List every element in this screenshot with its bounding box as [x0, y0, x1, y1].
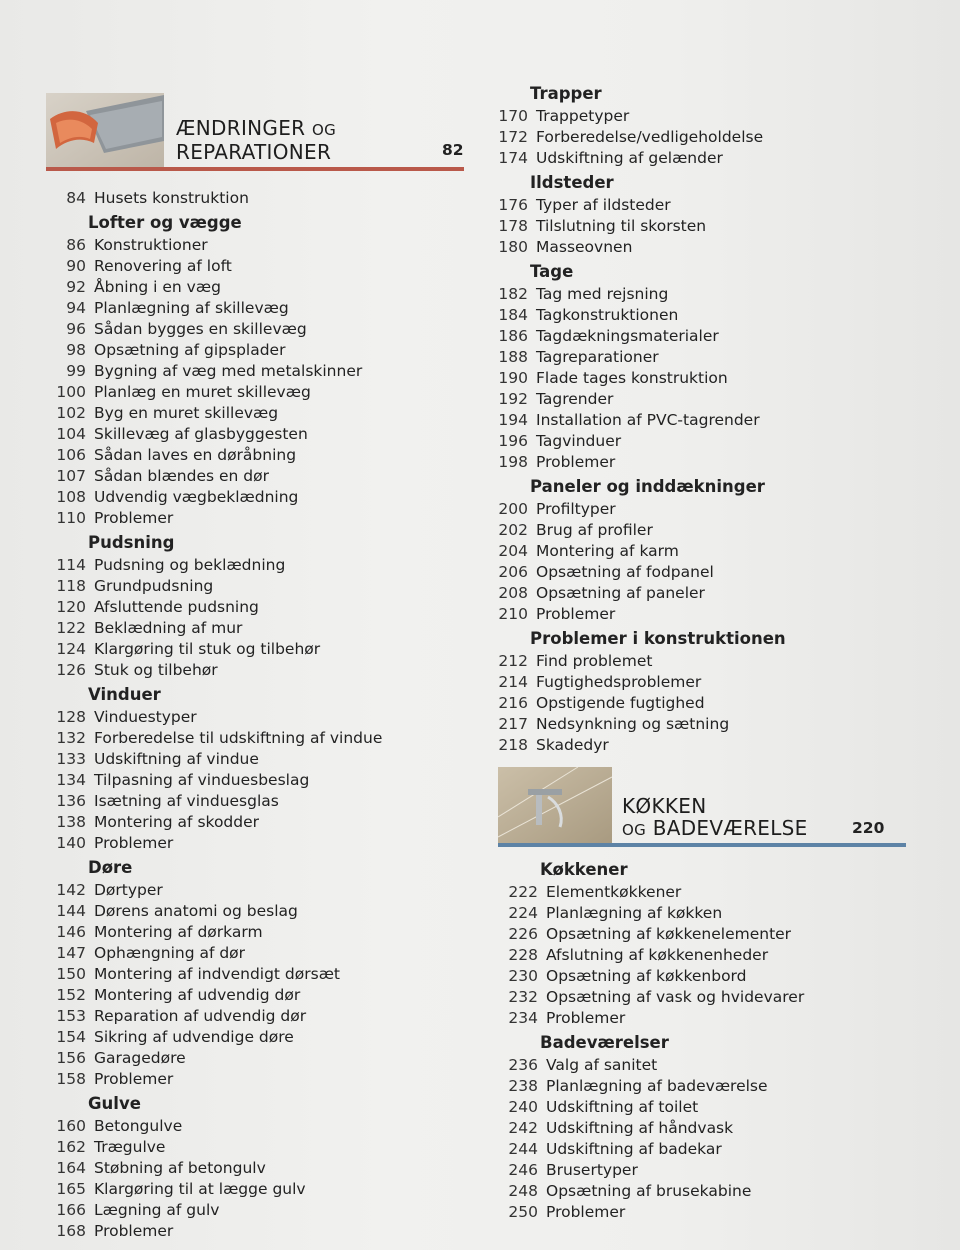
toc-page-number: 172 [498, 128, 528, 146]
toc-page-number: 90 [66, 257, 86, 275]
toc-entry [498, 903, 918, 924]
toc-entry [498, 966, 918, 987]
toc-entry-title: Klargøring til stuk og tilbehør [94, 640, 321, 658]
toc-entry [46, 1221, 466, 1242]
toc-entry-title: Tilslutning til skorsten [536, 217, 707, 235]
toc-page-number: 168 [56, 1222, 86, 1240]
toc-entry [46, 576, 466, 597]
toc-entry [46, 382, 466, 403]
toc-entry [488, 651, 918, 672]
toc-page-number: 248 [508, 1182, 538, 1200]
banner-title-line2: REPARATIONER [176, 140, 332, 164]
toc-entry-title: Tagvinduer [536, 432, 622, 450]
toc-page-number: 196 [498, 432, 528, 450]
toc-entry [46, 707, 466, 728]
toc-entry-title: Grundpudsning [94, 577, 214, 595]
toc-page-number: 194 [498, 411, 528, 429]
toc-entry [488, 216, 918, 237]
toc-entry-title: Tagkonstruktionen [536, 306, 679, 324]
toc-entry-title: Pudsning og beklædning [94, 556, 286, 574]
toc-entry [498, 1076, 918, 1097]
toc-right-column-bottom [498, 856, 918, 1223]
toc-section-heading: Problemer i konstruktionen [530, 629, 786, 648]
toc-page-number: 153 [56, 1007, 86, 1025]
toc-entry [46, 1048, 466, 1069]
toc-entry-title: Trægulve [94, 1138, 166, 1156]
toc-page-number: 122 [56, 619, 86, 637]
toc-entry [46, 660, 466, 681]
banner-rule [46, 167, 464, 171]
toc-page-number: 162 [56, 1138, 86, 1156]
toc-page-number: 165 [56, 1180, 86, 1198]
toc-page-number: 94 [66, 299, 86, 317]
toc-entry-title: Udskiftning af vindue [94, 750, 259, 768]
toc-entry [46, 256, 466, 277]
toc-entry [46, 728, 466, 749]
toc-entry [46, 319, 466, 340]
toc-section-heading: Gulve [88, 1094, 141, 1113]
toc-page-number: 134 [56, 771, 86, 789]
toc-entry [46, 466, 466, 487]
toc-entry-title: Problemer [546, 1203, 626, 1221]
toc-entry-title: Opsætning af brusekabine [546, 1182, 752, 1200]
toc-entry [46, 1069, 466, 1090]
toc-page-number: 230 [508, 967, 538, 985]
toc-entry-title: Elementkøkkener [546, 883, 682, 901]
toc-entry [488, 305, 918, 326]
toc-entry [46, 361, 466, 382]
toc-entry-title: Tagdækningsmaterialer [536, 327, 719, 345]
banner-rule [498, 843, 906, 847]
toc-entry-title: Forberedelse til udskiftning af vindue [94, 729, 383, 747]
toc-page-number: 170 [498, 107, 528, 125]
toc-section-heading: Badeværelser [540, 1033, 669, 1052]
bathroom-photo-icon [498, 767, 616, 845]
toc-entry [498, 1097, 918, 1118]
toc-entry [488, 326, 918, 347]
toc-entry-title: Opsætning af paneler [536, 584, 705, 602]
toc-page-number: 160 [56, 1117, 86, 1135]
toc-entry [488, 499, 918, 520]
toc-page-number: 150 [56, 965, 86, 983]
toc-entry-title: Konstruktioner [94, 236, 208, 254]
toc-entry [46, 618, 466, 639]
toc-entry-title: Opsætning af gipsplader [94, 341, 286, 359]
toc-entry [46, 340, 466, 361]
toc-entry [488, 672, 918, 693]
toc-page-number: 174 [498, 149, 528, 167]
toc-page-number: 224 [508, 904, 538, 922]
toc-entry-title: Isætning af vinduesglas [94, 792, 279, 810]
toc-page-number: 198 [498, 453, 528, 471]
toc-page-number: 156 [56, 1049, 86, 1067]
toc-entry [498, 924, 918, 945]
banner-title-line2: BADEVÆRELSE [652, 816, 808, 840]
toc-entry [498, 1160, 918, 1181]
toc-entry-title: Beklædning af mur [94, 619, 243, 637]
toc-section-heading: Døre [88, 858, 133, 877]
banner-title-line1: KØKKEN [622, 794, 707, 818]
toc-entry-title: Reparation af udvendig dør [94, 1007, 307, 1025]
toc-entry-title: Flade tages konstruktion [536, 369, 728, 387]
toc-entry [46, 188, 466, 209]
toc-section-heading: Køkkener [540, 860, 628, 879]
toc-entry-title: Betongulve [94, 1117, 183, 1135]
toc-entry-title: Udskiftning af gelænder [536, 149, 723, 167]
toc-page-number: 140 [56, 834, 86, 852]
toc-page-number: 180 [498, 238, 528, 256]
toc-page-number: 146 [56, 923, 86, 941]
section-banner-koekken [498, 767, 906, 847]
toc-entry [46, 277, 466, 298]
toc-entry-title: Tagreparationer [536, 348, 659, 366]
toc-entry [46, 487, 466, 508]
toc-entry-title: Stuk og tilbehør [94, 661, 218, 679]
toc-entry-title: Problemer [546, 1009, 626, 1027]
toc-entry [498, 1181, 918, 1202]
toc-entry-title: Vinduestyper [94, 708, 197, 726]
toc-page-number: 240 [508, 1098, 538, 1116]
toc-entry-title: Garagedøre [94, 1049, 186, 1067]
toc-page-number: 208 [498, 584, 528, 602]
toc-entry [488, 520, 918, 541]
toc-entry [488, 693, 918, 714]
toc-entry [46, 403, 466, 424]
toc-page-number: 114 [56, 556, 86, 574]
toc-entry [46, 1116, 466, 1137]
toc-page-number: 132 [56, 729, 86, 747]
toc-page-number: 118 [56, 577, 86, 595]
toc-page-number: 99 [66, 362, 86, 380]
toc-entry-title: Problemer [94, 834, 174, 852]
toc-entry-title: Fugtighedsproblemer [536, 673, 702, 691]
toc-page-number: 106 [56, 446, 86, 464]
toc-entry-title: Udskiftning af håndvask [546, 1119, 734, 1137]
toc-page-number: 202 [498, 521, 528, 539]
toc-page-number: 142 [56, 881, 86, 899]
toc-entry [488, 541, 918, 562]
toc-page-number: 246 [508, 1161, 538, 1179]
toc-entry [46, 791, 466, 812]
toc-entry-title: Opsætning af køkkenelementer [546, 925, 792, 943]
toc-page-number: 102 [56, 404, 86, 422]
toc-entry-title: Masseovnen [536, 238, 633, 256]
toc-page-number: 184 [498, 306, 528, 324]
banner-title-og: OG [622, 821, 647, 839]
toc-entry-title: Problemer [536, 605, 616, 623]
toc-entry-title: Tagrender [536, 390, 614, 408]
toc-entry-title: Valg af sanitet [546, 1056, 658, 1074]
toc-entry-title: Problemer [94, 1070, 174, 1088]
toc-page-number: 152 [56, 986, 86, 1004]
toc-entry-title: Husets konstruktion [94, 189, 249, 207]
toc-entry-title: Find problemet [536, 652, 653, 670]
toc-entry-title: Planlægning af badeværelse [546, 1077, 768, 1095]
toc-entry-title: Dørtyper [94, 881, 163, 899]
toc-entry-title: Montering af udvendig dør [94, 986, 301, 1004]
toc-page-number: 138 [56, 813, 86, 831]
toc-entry [488, 148, 918, 169]
toc-entry [488, 106, 918, 127]
toc-entry-title: Sådan bygges en skillevæg [94, 320, 307, 338]
toc-page-number: 108 [56, 488, 86, 506]
toc-page-number: 214 [498, 673, 528, 691]
toc-entry [488, 195, 918, 216]
toc-entry [46, 555, 466, 576]
toc-entry [46, 508, 466, 529]
toc-entry [46, 812, 466, 833]
toc-entry-title: Trappetyper [536, 107, 630, 125]
toc-entry-title: Brusertyper [546, 1161, 638, 1179]
toc-page-number: 124 [56, 640, 86, 658]
toc-entry [46, 235, 466, 256]
toc-entry-title: Afslutning af køkkenenheder [546, 946, 769, 964]
toc-entry [488, 714, 918, 735]
toc-entry [488, 431, 918, 452]
toc-entry [46, 833, 466, 854]
toc-entry [46, 922, 466, 943]
toc-entry [46, 1158, 466, 1179]
toc-page-number: 192 [498, 390, 528, 408]
toc-entry-title: Problemer [94, 509, 174, 527]
toc-entry-title: Problemer [94, 1222, 174, 1240]
toc-entry-title: Opsætning af køkkenbord [546, 967, 747, 985]
toc-entry [488, 389, 918, 410]
toc-entry [46, 964, 466, 985]
toc-entry [498, 1055, 918, 1076]
toc-entry-title: Tilpasning af vinduesbeslag [94, 771, 310, 789]
toc-entry [488, 410, 918, 431]
toc-entry-title: Sikring af udvendige døre [94, 1028, 294, 1046]
toc-entry-title: Åbning i en væg [94, 278, 221, 296]
toc-entry [488, 562, 918, 583]
toc-entry [498, 1202, 918, 1223]
toc-page-number: 100 [56, 383, 86, 401]
toc-section-heading: Lofter og vægge [88, 213, 242, 232]
toc-entry-title: Opstigende fugtighed [536, 694, 705, 712]
toc-page-number: 86 [66, 236, 86, 254]
tools-photo-icon [46, 93, 164, 171]
toc-entry-title: Bygning af væg med metalskinner [94, 362, 363, 380]
toc-page-number: 176 [498, 196, 528, 214]
toc-entry [46, 445, 466, 466]
toc-page-number: 238 [508, 1077, 538, 1095]
toc-entry-title: Udskiftning af badekar [546, 1140, 722, 1158]
toc-entry-title: Installation af PVC-tagrender [536, 411, 760, 429]
toc-entry-title: Byg en muret skillevæg [94, 404, 279, 422]
toc-entry [488, 127, 918, 148]
toc-entry [46, 1027, 466, 1048]
toc-page-number: 200 [498, 500, 528, 518]
toc-entry-title: Sådan laves en døråbning [94, 446, 297, 464]
toc-page-number: 154 [56, 1028, 86, 1046]
toc-section-heading: Vinduer [88, 685, 161, 704]
toc-page-number: 218 [498, 736, 528, 754]
toc-entry [46, 770, 466, 791]
toc-section-heading: Ildsteder [530, 173, 614, 192]
toc-entry-title: Nedsynkning og sætning [536, 715, 730, 733]
toc-page-number: 147 [56, 944, 86, 962]
toc-entry-title: Udvendig vægbeklædning [94, 488, 299, 506]
toc-entry-title: Planlægning af skillevæg [94, 299, 289, 317]
toc-entry [46, 985, 466, 1006]
toc-page-number: 128 [56, 708, 86, 726]
toc-entry-title: Dørens anatomi og beslag [94, 902, 298, 920]
toc-entry-title: Ophængning af dør [94, 944, 246, 962]
toc-entry [498, 987, 918, 1008]
toc-entry-title: Skadedyr [536, 736, 609, 754]
toc-entry-title: Montering af skodder [94, 813, 260, 831]
toc-page-number: 216 [498, 694, 528, 712]
toc-page-number: 133 [56, 750, 86, 768]
toc-page-number: 236 [508, 1056, 538, 1074]
toc-page-number: 158 [56, 1070, 86, 1088]
toc-page-number: 217 [498, 715, 528, 733]
section-banner-aendringer [46, 93, 464, 173]
toc-entry-title: Udskiftning af toilet [546, 1098, 699, 1116]
toc-page-number: 92 [66, 278, 86, 296]
toc-section-heading: Paneler og inddækninger [530, 477, 765, 496]
toc-entry [46, 880, 466, 901]
toc-entry [46, 1179, 466, 1200]
toc-entry-title: Profiltyper [536, 500, 616, 518]
toc-entry-title: Brug af profiler [536, 521, 653, 539]
toc-entry-title: Afsluttende pudsning [94, 598, 259, 616]
toc-page-number: 186 [498, 327, 528, 345]
toc-entry-title: Støbning af betongulv [94, 1159, 266, 1177]
banner-title-line1: ÆNDRINGER [176, 116, 306, 140]
toc-entry [498, 1139, 918, 1160]
toc-page-number: 136 [56, 792, 86, 810]
toc-entry-title: Problemer [536, 453, 616, 471]
toc-entry [46, 1006, 466, 1027]
banner-page-number: 220 [852, 819, 885, 837]
toc-page-number: 98 [66, 341, 86, 359]
toc-entry [46, 749, 466, 770]
toc-page-number: 210 [498, 605, 528, 623]
toc-entry [488, 237, 918, 258]
toc-page-number: 126 [56, 661, 86, 679]
toc-page-number: 178 [498, 217, 528, 235]
toc-entry [498, 945, 918, 966]
toc-entry [46, 1137, 466, 1158]
toc-page-number: 228 [508, 946, 538, 964]
toc-page-number: 144 [56, 902, 86, 920]
toc-page-number: 222 [508, 883, 538, 901]
toc-entry-title: Klargøring til at lægge gulv [94, 1180, 306, 1198]
toc-entry [46, 1200, 466, 1221]
toc-page-number: 182 [498, 285, 528, 303]
toc-page-number: 250 [508, 1203, 538, 1221]
toc-entry [488, 583, 918, 604]
toc-page-number: 232 [508, 988, 538, 1006]
toc-page-number: 107 [56, 467, 86, 485]
toc-page-number: 234 [508, 1009, 538, 1027]
toc-page-number: 244 [508, 1140, 538, 1158]
toc-page-number: 188 [498, 348, 528, 366]
toc-entry-title: Forberedelse/vedligeholdelse [536, 128, 764, 146]
toc-page-number: 110 [56, 509, 86, 527]
toc-entry-title: Montering af karm [536, 542, 679, 560]
toc-entry-title: Lægning af gulv [94, 1201, 220, 1219]
toc-entry [488, 368, 918, 389]
toc-entry-title: Sådan blændes en dør [94, 467, 269, 485]
toc-entry-title: Opsætning af vask og hvidevarer [546, 988, 805, 1006]
toc-entry [46, 901, 466, 922]
toc-entry [46, 424, 466, 445]
banner-page-number: 82 [442, 141, 464, 159]
toc-entry-title: Planlæg en muret skillevæg [94, 383, 311, 401]
toc-entry-title: Opsætning af fodpanel [536, 563, 714, 581]
toc-right-column-top [488, 80, 918, 756]
toc-entry [498, 1118, 918, 1139]
toc-entry [46, 597, 466, 618]
toc-entry [46, 943, 466, 964]
toc-entry [488, 604, 918, 625]
toc-entry [488, 284, 918, 305]
toc-section-heading: Tage [530, 262, 574, 281]
toc-page-number: 166 [56, 1201, 86, 1219]
toc-page-number: 204 [498, 542, 528, 560]
toc-entry-title: Tag med rejsning [536, 285, 669, 303]
toc-entry-title: Montering af indvendigt dørsæt [94, 965, 341, 983]
banner-title-og: OG [312, 121, 337, 139]
toc-entry-title: Planlægning af køkken [546, 904, 723, 922]
toc-entry-title: Montering af dørkarm [94, 923, 263, 941]
toc-page-number: 206 [498, 563, 528, 581]
toc-entry [488, 347, 918, 368]
toc-entry [498, 882, 918, 903]
toc-page-number: 164 [56, 1159, 86, 1177]
toc-page-number: 190 [498, 369, 528, 387]
toc-entry [488, 452, 918, 473]
toc-entry [488, 735, 918, 756]
toc-page-number: 104 [56, 425, 86, 443]
toc-entry-title: Renovering af loft [94, 257, 232, 275]
toc-page-number: 242 [508, 1119, 538, 1137]
toc-left-column [46, 188, 466, 1242]
toc-page-number: 120 [56, 598, 86, 616]
toc-entry-title: Skillevæg af glasbyggesten [94, 425, 308, 443]
toc-page-number: 84 [66, 189, 86, 207]
toc-page-number: 212 [498, 652, 528, 670]
toc-entry-title: Typer af ildsteder [536, 196, 671, 214]
toc-section-heading: Trapper [530, 84, 602, 103]
toc-entry [498, 1008, 918, 1029]
toc-section-heading: Pudsning [88, 533, 175, 552]
toc-entry [46, 639, 466, 660]
toc-entry [46, 298, 466, 319]
toc-page-number: 226 [508, 925, 538, 943]
toc-page-number: 96 [66, 320, 86, 338]
